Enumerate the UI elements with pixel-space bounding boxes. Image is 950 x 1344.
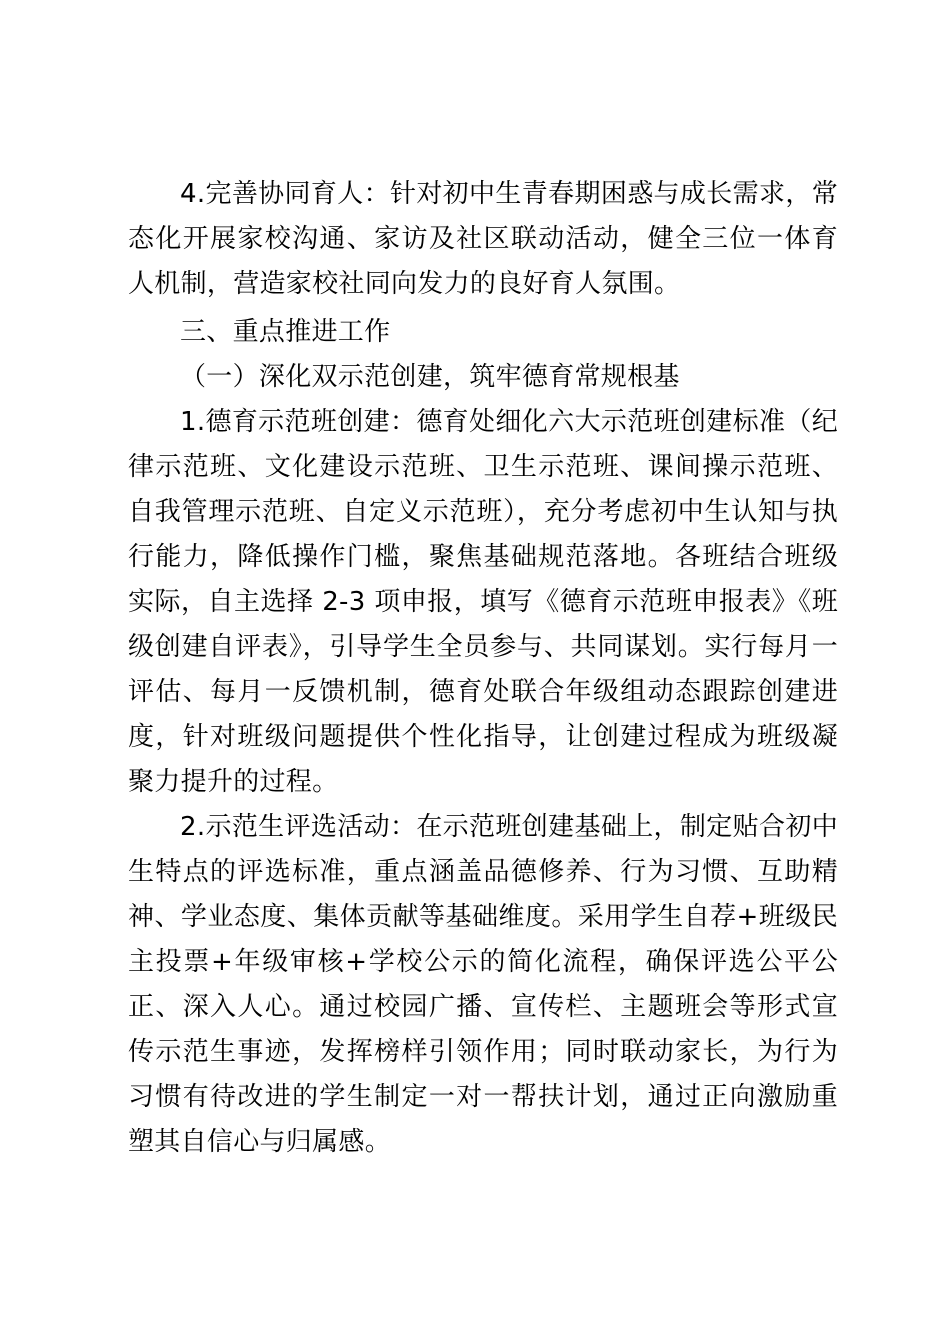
paragraph-collaborative-education: 4.完善协同育人：针对初中生青春期困惑与成长需求，常态化开展家校沟通、家访及社区联动活动，健全三位一体育人机制，营造家校社同向发力的良好育人氛围。 [128, 179, 838, 299]
subsection-heading-dual-demonstration: （一）深化双示范创建，筑牢德育常规根基 [180, 362, 680, 392]
section-heading-key-work: 三、重点推进工作 [180, 317, 391, 347]
document-page [128, 172, 838, 1165]
paragraph-demonstration-class: 1.德育示范班创建：德育处细化六大示范班创建标准（纪律示范班、文化建设示范班、卫生示范班、课间操示范班、自我管理示范班、自定义示范班），充分考虑初中生认知与执行能力，降低操作门槛，聚焦基础规范落地。各班结合班级实际，自主选择 2-3 项申报，填写《德育示范班申报表》《班级创建自评表》，引导学生全员参与、共同谋划。实行每月一评估、每月一反馈机制，德育处联合年级组动态跟踪创建进度，针对班级问题提供个性化指导，让创建过程成为班级凝聚力提升的过程。 [128, 407, 838, 797]
paragraph-demonstration-student: 2.示范生评选活动：在示范班创建基础上，制定贴合初中生特点的评选标准，重点涵盖品德修养、行为习惯、互助精神、学业态度、集体贡献等基础维度。采用学生自荐+班级民主投票+年级审核+学校公示的简化流程，确保评选公平公正、深入人心。通过校园广播、宣传栏、主题班会等形式宣传示范生事迹，发挥榜样引领作用；同时联动家长，为行为习惯有待改进的学生制定一对一帮扶计划，通过正向激励重塑其自信心与归属感。 [128, 812, 838, 1157]
